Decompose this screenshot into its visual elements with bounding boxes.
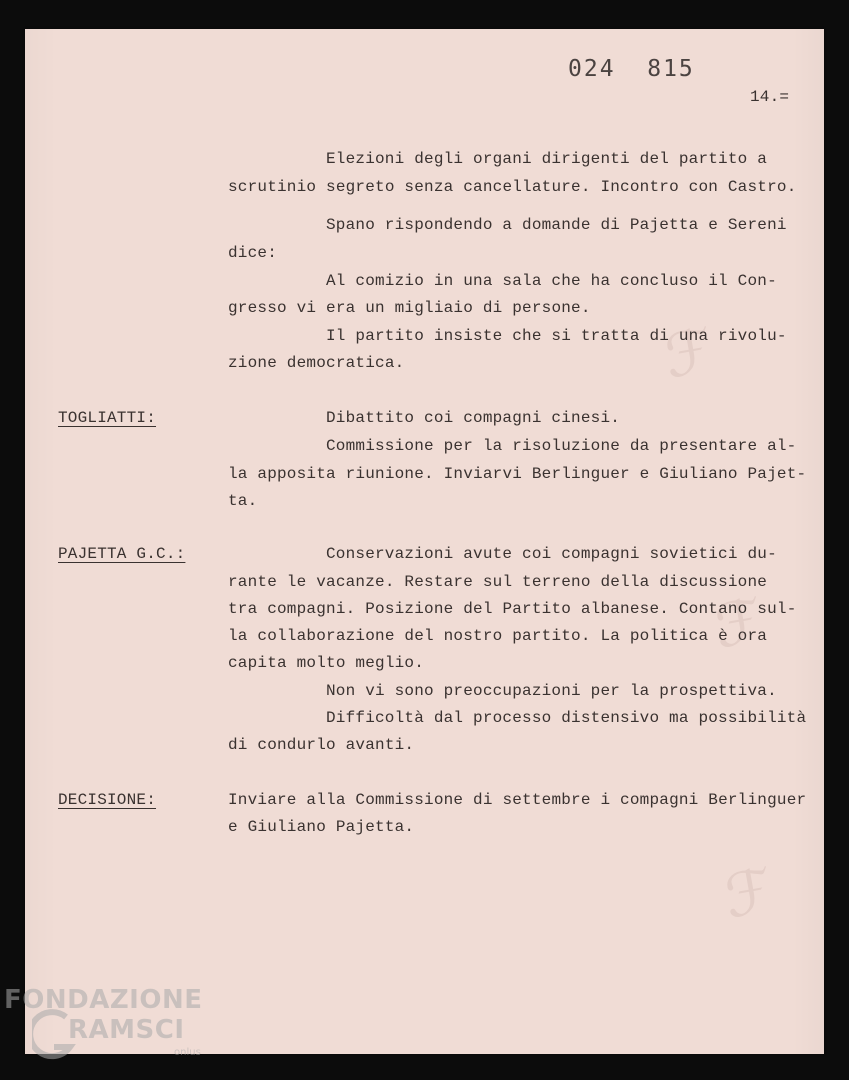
pajetta-line-2: rante le vacanze. Restare sul terreno della discussione <box>228 573 768 591</box>
pajetta-line-8: di condurlo avanti. <box>228 736 415 754</box>
speaker-pajetta: PAJETTA G.C.: <box>58 545 186 563</box>
pajetta-line-3: tra compagni. Posizione del Partito albanese. Contano sul- <box>228 600 797 618</box>
bleed-through-mark: ℱ <box>709 585 768 663</box>
togliatti-line-1: Dibattito coi compagni cinesi. <box>326 409 621 427</box>
togliatti-line-2: Commissione per la risoluzione da presentare al- <box>326 437 797 455</box>
speaker-decisione: DECISIONE: <box>58 791 157 809</box>
pajetta-line-7: Difficoltà dal processo distensivo ma possibilità <box>326 709 807 727</box>
pajetta-line-1: Conservazioni avute coi compagni sovietici du- <box>326 545 777 563</box>
watermark-line-3: onlus <box>174 1047 201 1058</box>
bleed-through-mark: ℱ <box>659 315 718 393</box>
intro-line-1: Elezioni degli organi dirigenti del partito a <box>326 150 768 168</box>
intro-line-5: Al comizio in una sala che ha concluso il Con- <box>326 272 777 290</box>
typewritten-sheet <box>25 29 824 1054</box>
pajetta-line-5: capita molto meglio. <box>228 654 425 672</box>
intro-line-3: Spano rispondendo a domande di Pajetta e Sereni <box>326 216 787 234</box>
page-number: 14.= <box>750 88 790 106</box>
intro-line-4: dice: <box>228 244 278 262</box>
fondazione-gramsci-watermark <box>4 985 214 1065</box>
intro-line-2: scrutinio segreto senza cancellature. Incontro con Castro. <box>228 178 797 196</box>
decisione-line-2: e Giuliano Pajetta. <box>228 818 415 836</box>
intro-line-7: Il partito insiste che si tratta di una rivolu- <box>326 327 787 345</box>
togliatti-line-3: la apposita riunione. Inviarvi Berlinguer e Giuliano Pajet- <box>228 465 807 483</box>
pajetta-line-6: Non vi sono preoccupazioni per la prospettiva. <box>326 682 777 700</box>
bleed-through-mark: ℱ <box>719 855 778 933</box>
togliatti-line-4: ta. <box>228 492 258 510</box>
archive-number: 024 815 <box>568 56 695 82</box>
speaker-togliatti: TOGLIATTI: <box>58 409 157 427</box>
intro-line-6: gresso vi era un migliaio di persone. <box>228 299 591 317</box>
decisione-line-1: Inviare alla Commissione di settembre i compagni Berlinguer <box>228 791 807 809</box>
watermark-line-1: FONDAZIONE <box>4 985 203 1015</box>
watermark-line-2: RAMSCI <box>68 1015 185 1045</box>
intro-line-8: zione democratica. <box>228 354 405 372</box>
pajetta-line-4: la collaborazione del nostro partito. La politica è ora <box>228 627 768 645</box>
